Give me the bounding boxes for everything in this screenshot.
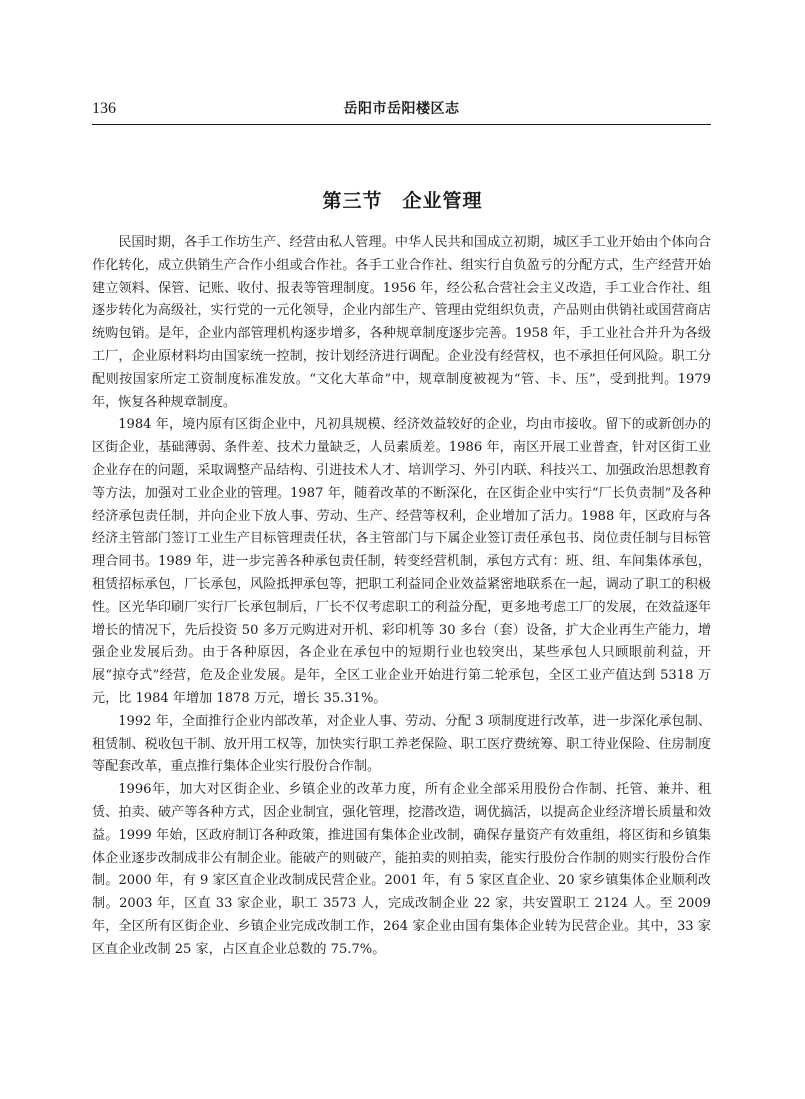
page-number: 136 <box>92 100 116 117</box>
header-rule <box>92 124 711 125</box>
section-title: 第三节 企业管理 <box>322 190 483 212</box>
page-header <box>92 96 711 122</box>
body-text <box>92 232 711 962</box>
paragraph-1: 民国时期，各手工作坊生产、经营由私人管理。中华人民共和国成立初期，城区手工业开始由个体向合作化转化，成立供销生产合作小组或合作社。各手工业合作社、组实行自负盈亏的分配方式，生产经营开始建立领料、保管、记账、收付、报表等管理制度。1956 年，经公私合营社会主义改造，手工业合作社、组逐步转化为高级社，实行党的一元化领导，企业内部生产、管理由党组织负责，产品则由供销社或国营商店统购包销。是年，企业内部管理机构逐步增多，各种规章制度逐步完善。1958 年，手工业社合并升为各级工厂，企业原材料均由国家统一控制，按计划经济进行调配。企业没有经营权，也不承担任何风险。职工分配则按国家所定工资制度标准发放。“文化大革命”中，规章制度被视为“管、卡、压”，受到批判。1979 年，恢复各种规章制度。 <box>92 235 711 410</box>
running-title: 岳阳市岳阳楼区志 <box>343 101 460 117</box>
paragraph-2: 1984 年，境内原有区街企业中，凡初具规模、经济效益较好的企业，均由市接收。留下的或新创办的区街企业，基础薄弱、条件差、技术力量缺乏，人员素质差。1986 年，南区开展工业普查，针对区街工业企业存在的问题，采取调整产品结构、引进技术人才、培训学习、外引内联、科技兴工、加强政治思想教育等方法，加强对工业企业的管理。1987 年，随着改革的不断深化，在区街企业中实行“厂长负责制”及各种经济承包责任制，并向企业下放人事、劳动、生产、经营等权利，企业增加了活力。1988 年，区政府与各经济主管部门签订工业生产目标管理责任状，各主管部门与下属企业签订责任承包书、岗位责任制与目标管理合同书。1989 年，进一步完善各种承包责任制，转变经营机制，承包方式有：班、组、车间集体承包，租赁招标承包，厂长承包，风险抵押承包等，把职工利益同企业效益紧密地联系在一起，调动了职工的积极性。区光华印刷厂实行厂长承包制后，厂长不仅考虑职工的利益分配，更多地考虑工厂的发展，在效益逐年增长的情况下，先后投资 50 多万元购进对开机、彩印机等 30 多台（套）设备，扩大企业再生产能力，增强企业发展后劲。由于各种原因，各企业在承包中的短期行业也较突出，某些承包人只顾眼前利益，开展“掠夺式”经营，危及企业发展。是年，全区工业企业开始进行第二轮承包，全区工业产值达到 5318 万元，比 1984 年增加 1878 万元，增长 35.31%。 <box>92 417 711 706</box>
paragraph-4: 1996年，加大对区街企业、乡镇企业的改革力度，所有企业全部采用股份合作制、托管、兼并、租赁、拍卖、破产等各种方式，因企业制宜，强化管理，挖潜改造，调优搞活，以提高企业经济增长质量和效益。1999 年始，区政府制订各种政策，推进国有集体企业改制，确保存量资产有效重组，将区街和乡镇集体企业逐步改制成非公有制企业。能破产的则破产，能拍卖的则拍卖，能实行股份合作制的则实行股份合作制。2000 年，有 9 家区直企业改制成民营企业。2001 年，有 5 家区直企业、20 家乡镇集体企业顺利改制。2003 年，区直 33 家企业，职工 3573 人，完成改制企业 22 家，共安置职工 2124 人。至 2009 年，全区所有区街企业、乡镇企业完成改制工作，264 家企业由国有集体企业转为民营企业。其中，33 家区直企业改制 25 家，占区直企业总数的 75.7%。 <box>92 782 711 957</box>
paragraph-3: 1992 年，全面推行企业内部改革，对企业人事、劳动、分配 3 项制度进行改革，进一步深化承包制、租赁制、税收包干制、放开用工权等，加快实行职工养老保险、职工医疗费统筹、职工待业保险、住房制度等配套改革，重点推行集体企业实行股份合作制。 <box>92 713 711 775</box>
